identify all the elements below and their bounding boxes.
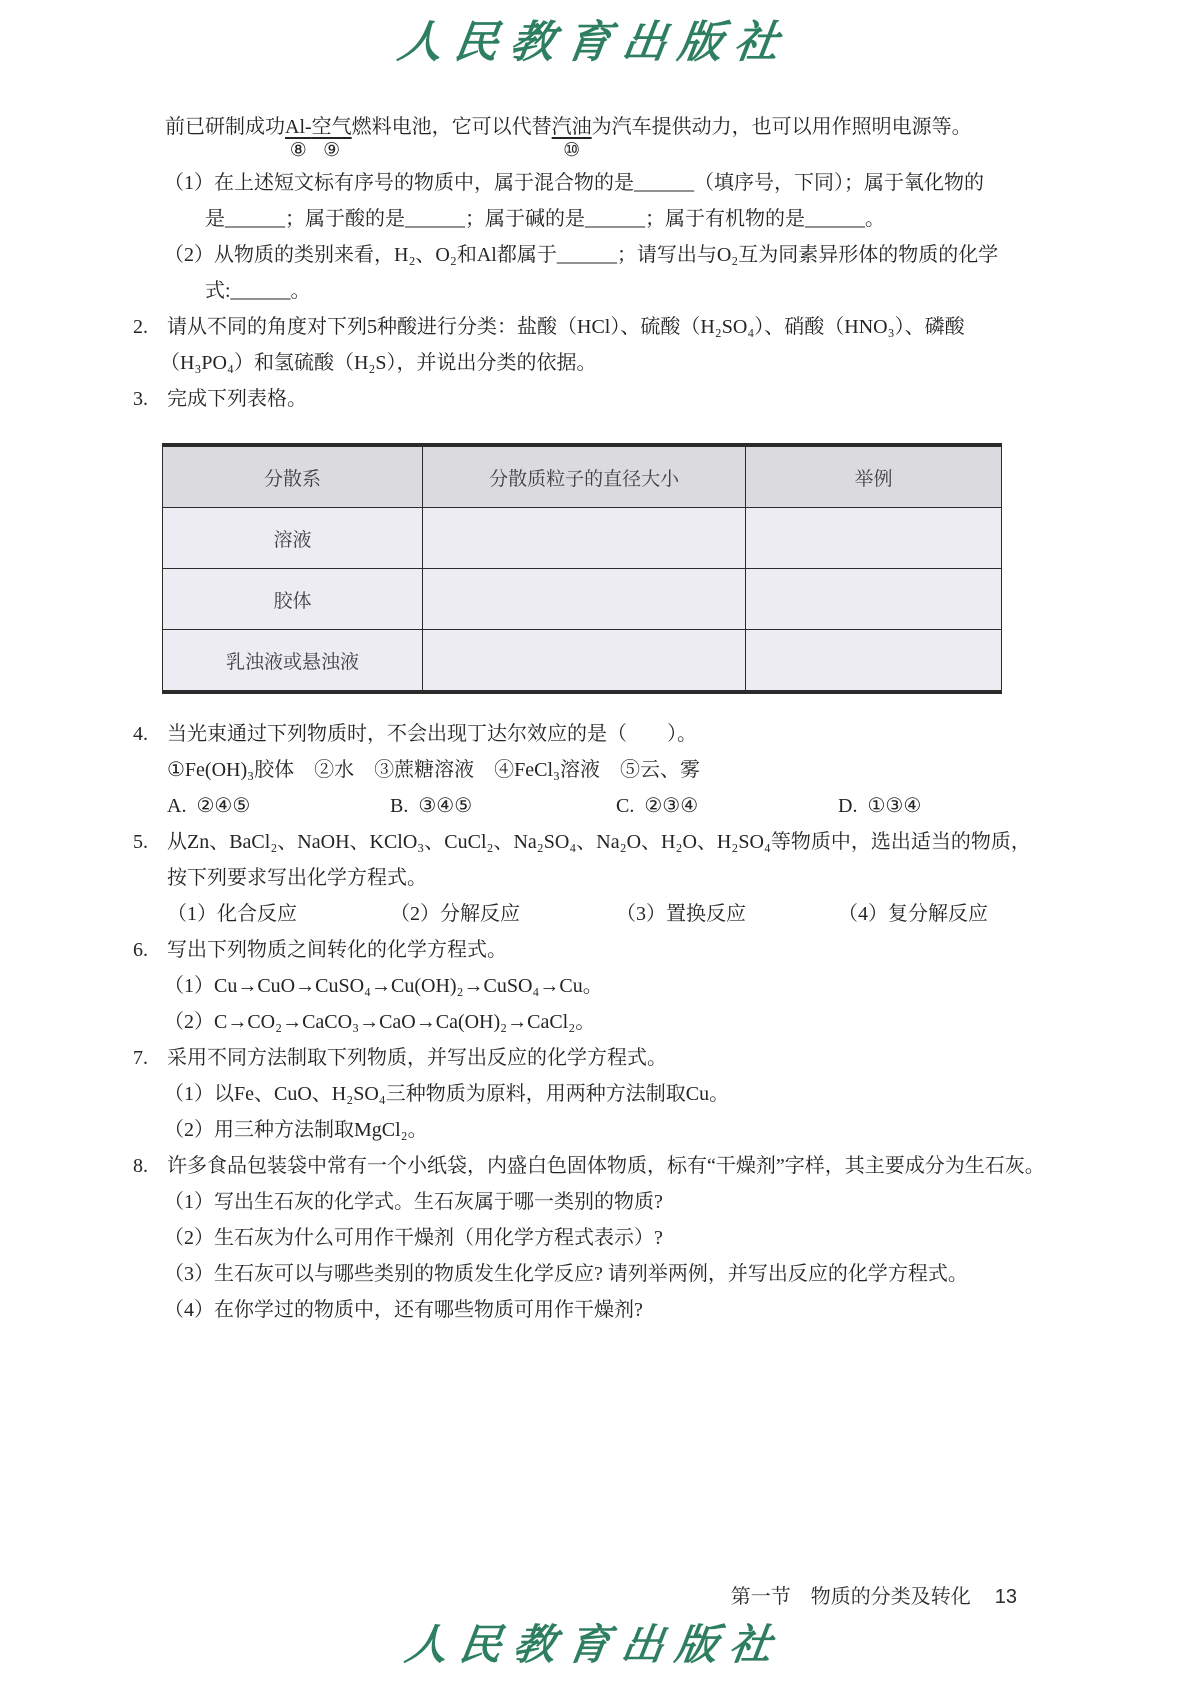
page-number: 13 (994, 1586, 1017, 1608)
choice-b (390, 788, 472, 824)
question-number: 4. (133, 723, 148, 745)
question-number: 8. (133, 1155, 148, 1177)
question-text: 按下列要求写出化学方程式。 (167, 867, 427, 889)
choice-label: D. (838, 795, 858, 817)
annotated-word: 空气 (311, 116, 352, 138)
q1-part1-line2 (125, 201, 1065, 237)
q5-item-1: （1）化合反应 (167, 903, 297, 925)
col-header-particle-diameter: 分散质粒子的直径大小 (423, 447, 746, 508)
empty-cell (423, 569, 746, 630)
empty-cell (746, 569, 1002, 630)
question-number: 5. (133, 831, 148, 853)
publisher-logo-top: 人民教育出版社 (394, 17, 794, 68)
row-label: 乳浊液或悬浊液 (163, 630, 423, 691)
col-header-dispersion-system: 分散系 (163, 447, 423, 508)
q5-item-3: （3）置换反应 (616, 903, 746, 925)
q2-line2 (125, 345, 1065, 381)
question-text: （H₃PO₄）和氢硫酸（H₂S），并说出分类的依据。 (160, 352, 597, 374)
q2-line1 (125, 309, 1065, 345)
annotated-word-air (311, 116, 352, 161)
choice-label: A. (167, 795, 187, 817)
annotated-word-gasoline (551, 116, 592, 161)
subitem-text: （2）生石灰为什么可用作干燥剂（用化学方程式表示）? (164, 1227, 663, 1249)
choice-value: ②④⑤ (196, 795, 251, 817)
q5-line2 (125, 860, 1065, 896)
empty-cell (423, 630, 746, 691)
page-content (125, 109, 1065, 1328)
q5-item-2: （2）分解反应 (390, 903, 520, 925)
q7-item-2 (125, 1112, 1065, 1148)
choice-c (616, 788, 698, 824)
subitem-text: （1）以Fe、CuO、H₂SO₄三种物质为原料，用两种方法制取Cu。 (164, 1083, 730, 1105)
question-text: 采用不同方法制取下列物质，并写出反应的化学方程式。 (167, 1047, 667, 1069)
subitem-text: （4）在你学过的物质中，还有哪些物质可用作干燥剂? (164, 1299, 643, 1321)
q8-item-3 (125, 1256, 1065, 1292)
row-label: 溶液 (163, 508, 423, 569)
q4-line (125, 716, 1065, 752)
subitem-text: 在上述短文标有序号的物质中，属于混合物的是______（填序号，下同）；属于氧化物的 (214, 172, 984, 194)
circled-number-10: ⑩ (563, 140, 581, 161)
options-text: ①Fe(OH)₃胶体 ②水 ③蔗糖溶液 ④FeCl₃溶液 ⑤云、雾 (167, 759, 700, 781)
q7-item-1 (125, 1076, 1065, 1112)
table-header-row (163, 447, 1002, 508)
q6-item-2 (125, 1004, 1065, 1040)
empty-cell (746, 630, 1002, 691)
annotation-spacer (125, 145, 1065, 165)
conversion-chain: （1）Cu→CuO→CuSO₄→Cu(OH)₂→CuSO₄→Cu。 (164, 975, 603, 997)
circled-number-9: ⑨ (323, 140, 341, 161)
q8-item-1 (125, 1184, 1065, 1220)
question-number: 3. (133, 388, 148, 410)
question-number: 2. (133, 316, 148, 338)
question-number: 7. (133, 1047, 148, 1069)
page-footer (0, 1580, 1017, 1609)
question-text: 当光束通过下列物质时，不会出现丁达尔效应的是（ ）。 (167, 723, 697, 745)
annotated-word-al (285, 116, 312, 161)
q6-line (125, 932, 1065, 968)
empty-cell (423, 508, 746, 569)
table-row-solution (163, 508, 1002, 569)
q6-item-1 (125, 968, 1065, 1004)
question-text: 写出下列物质之间转化的化学方程式。 (167, 939, 507, 961)
q8-item-4 (125, 1292, 1065, 1328)
col-header-example: 举例 (746, 447, 1002, 508)
question-text: 请从不同的角度对下列5种酸进行分类：盐酸（HCl）、硫酸（H₂SO₄）、硝酸（HNO₃）、磷酸 (167, 316, 965, 338)
table-row-colloid (163, 569, 1002, 630)
annotated-word: 汽油 (551, 116, 592, 138)
question-text: 许多食品包装袋中常有一个小纸袋，内盛白色固体物质，标有“干燥剂”字样，其主要成分为生石灰。 (167, 1155, 1045, 1177)
subitem-label: （2） (164, 244, 214, 266)
subitem-text: 式:______。 (205, 280, 311, 302)
subitem-text: 是______；属于酸的是______；属于碱的是______；属于有机物的是______。 (205, 208, 885, 230)
choice-value: ①③④ (867, 795, 922, 817)
q4-choices-row (125, 788, 1065, 824)
choice-value: ③④⑤ (418, 795, 473, 817)
circled-number-8: ⑧ (289, 140, 307, 161)
subitem-text: （2）用三种方法制取MgCl₂。 (164, 1119, 428, 1141)
question-text: 从Zn、BaCl₂、NaOH、KClO₃、CuCl₂、Na₂SO₄、Na₂O、H₂O、H₂SO₄等物质中，选出适当的物质， (167, 831, 1031, 853)
choice-a (167, 788, 250, 824)
intro-text-1: 前已研制成功 (165, 116, 285, 138)
choice-d (838, 788, 921, 824)
q5-line1 (125, 824, 1065, 860)
dispersion-table (162, 446, 1002, 691)
subitem-text: （1）写出生石灰的化学式。生石灰属于哪一类别的物质? (164, 1191, 663, 1213)
empty-cell (746, 508, 1002, 569)
q8-item-2 (125, 1220, 1065, 1256)
dispersion-table-wrap (162, 443, 1002, 694)
choice-label: C. (616, 795, 635, 817)
q8-line (125, 1148, 1065, 1184)
q1-part2-line2 (125, 273, 1065, 309)
q1-part1-line1 (125, 165, 1065, 201)
question-text: 完成下列表格。 (167, 388, 307, 410)
q7-line (125, 1040, 1065, 1076)
question-number: 6. (133, 939, 148, 961)
table-row-emulsion-suspension (163, 630, 1002, 691)
q5-item-4: （4）复分解反应 (838, 903, 988, 925)
q3-line (125, 381, 1065, 417)
choice-label: B. (390, 795, 409, 817)
subitem-label: （1） (164, 172, 214, 194)
choice-value: ②③④ (644, 795, 699, 817)
subitem-text: 从物质的类别来看，H₂、O₂和Al都属于______；请写出与O₂互为同素异形体的物质的化学 (214, 244, 999, 266)
publisher-logo-bottom: 人民教育出版社 (402, 1620, 788, 1669)
q1-part2-line1 (125, 237, 1065, 273)
row-label: 胶体 (163, 569, 423, 630)
intro-text-2: 燃料电池，它可以代替 (351, 116, 552, 138)
q4-options-line (125, 752, 1065, 788)
intro-line (125, 109, 1065, 161)
intro-text-3: 为汽车提供动力，也可以用作照明电源等。 (591, 116, 972, 138)
footer-section-title: 第一节 物质的分类及转化 (730, 1586, 971, 1608)
subitem-text: （3）生石灰可以与哪些类别的物质发生化学反应? 请列举两例，并写出反应的化学方程式。 (164, 1263, 968, 1285)
annotated-word: Al- (285, 116, 312, 138)
conversion-chain: （2）C→CO₂→CaCO₃→CaO→Ca(OH)₂→CaCl₂。 (164, 1011, 596, 1033)
q5-items-row (125, 896, 1065, 932)
